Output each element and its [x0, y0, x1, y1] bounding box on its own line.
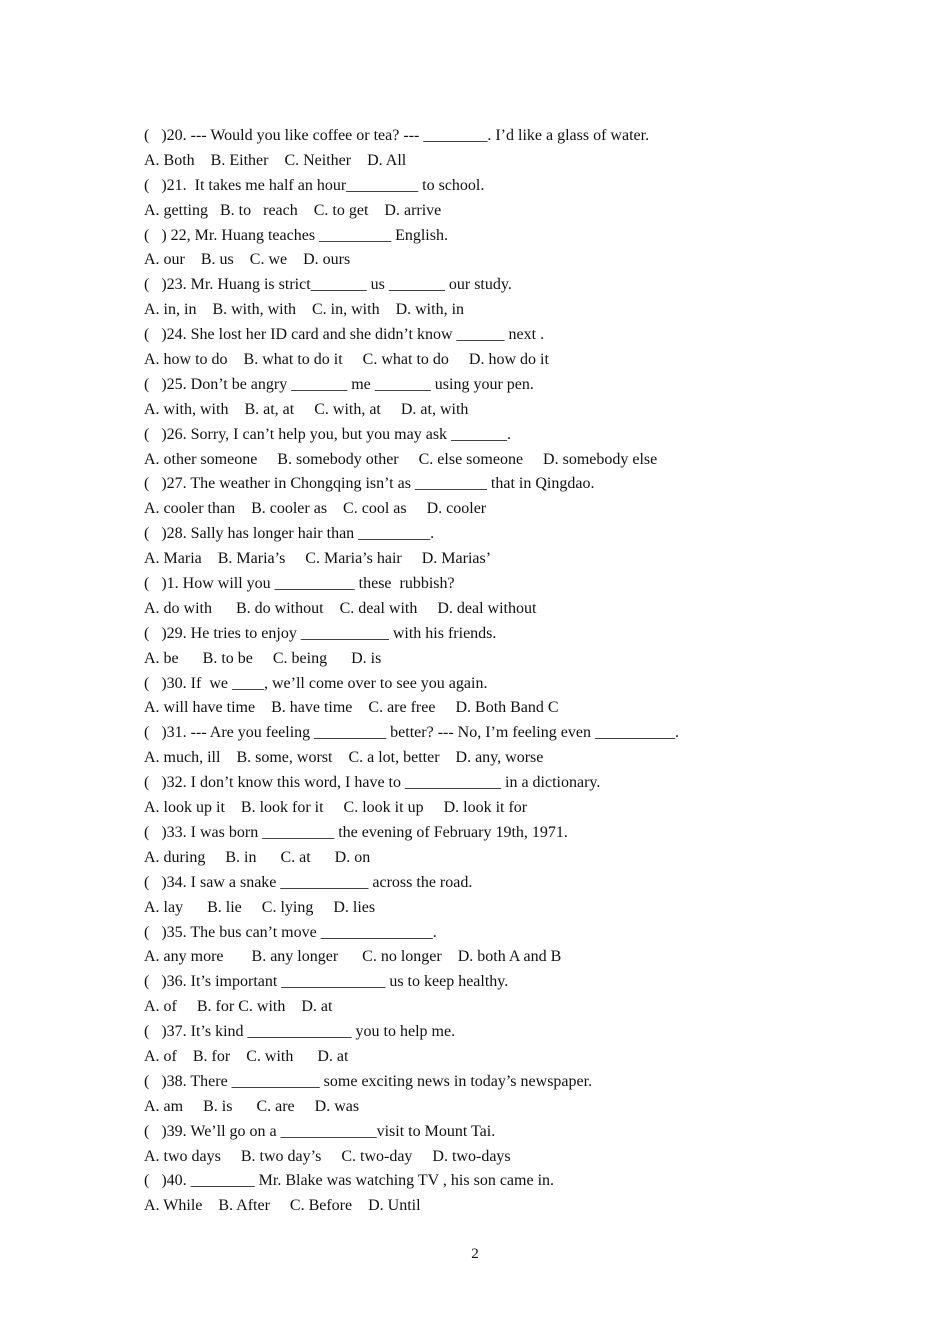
question-text: ( )21. It takes me half an hour_________ to school.: [144, 176, 485, 194]
question-text: ( ) 22, Mr. Huang teaches _________ English.: [144, 226, 448, 244]
question-text: ( )24. She lost her ID card and she didn’t know ______ next .: [144, 326, 545, 344]
question-text: ( )30. If we ____, we’ll come over to see you again.: [144, 674, 488, 692]
answer-options: A. of B. for C. with D. at: [144, 998, 333, 1016]
answer-options: A. am B. is C. are D. was: [144, 1097, 360, 1115]
page-number: 2: [471, 1246, 479, 1262]
question-text: ( )39. We’ll go on a ____________visit to Mount Tai.: [144, 1122, 496, 1140]
answer-options: A. any more B. any longer C. no longer D. both A and B: [144, 948, 562, 966]
question-text: ( )34. I saw a snake ___________ across the road.: [144, 873, 473, 891]
answer-options: A. will have time B. have time C. are free D. Both Band C: [144, 699, 559, 717]
answer-options: A. look up it B. look for it C. look it up D. look it for: [144, 799, 528, 817]
question-text: ( )28. Sally has longer hair than _________.: [144, 525, 435, 543]
question-text: ( )29. He tries to enjoy ___________ with his friends.: [144, 624, 497, 642]
question-text: ( )27. The weather in Chongqing isn’t as _________ that in Qingdao.: [144, 475, 595, 493]
question-text: ( )23. Mr. Huang is strict_______ us _______ our study.: [144, 276, 512, 294]
answer-options: A. our B. us C. we D. ours: [144, 251, 351, 269]
answer-options: A. of B. for C. with D. at: [144, 1047, 349, 1065]
question-text: ( )35. The bus can’t move ______________.: [144, 923, 437, 941]
question-text: ( )31. --- Are you feeling _________ better? --- No, I’m feeling even __________.: [144, 724, 679, 742]
answer-options: A. While B. After C. Before D. Until: [144, 1197, 421, 1215]
question-text: ( )37. It’s kind _____________ you to help me.: [144, 1023, 456, 1041]
answer-options: A. how to do B. what to do it C. what to do D. how do it: [144, 351, 549, 369]
answer-options: A. in, in B. with, with C. in, with D. with, in: [144, 301, 465, 319]
question-text: ( )25. Don’t be angry _______ me _______ using your pen.: [144, 375, 534, 393]
answer-options: A. Both B. Either C. Neither D. All: [144, 151, 407, 169]
answer-options: A. other someone B. somebody other C. else someone D. somebody else: [144, 450, 658, 468]
question-text: ( )26. Sorry, I can’t help you, but you may ask _______.: [144, 425, 512, 443]
question-text: ( )32. I don’t know this word, I have to ____________ in a dictionary.: [144, 774, 601, 792]
answer-options: A. Maria B. Maria’s C. Maria’s hair D. Marias’: [144, 550, 492, 568]
answer-options: A. with, with B. at, at C. with, at D. at, with: [144, 400, 469, 418]
answer-options: A. two days B. two day’s C. two-day D. two-days: [144, 1147, 511, 1165]
question-text: ( )20. --- Would you like coffee or tea? --- ________. I’d like a glass of water.: [144, 127, 650, 144]
answer-options: A. much, ill B. some, worst C. a lot, better D. any, worse: [144, 749, 544, 767]
answer-options: A. cooler than B. cooler as C. cool as D. cooler: [144, 500, 487, 518]
question-list: [144, 124, 844, 1219]
answer-options: A. lay B. lie C. lying D. lies: [144, 898, 376, 916]
answer-options: A. getting B. to reach C. to get D. arrive: [144, 201, 442, 219]
question-text: ( )36. It’s important _____________ us to keep healthy.: [144, 973, 509, 991]
question-text: ( )38. There ___________ some exciting news in today’s newspaper.: [144, 1072, 593, 1090]
question-text: ( )40. ________ Mr. Blake was watching TV , his son came in.: [144, 1172, 555, 1190]
question-text: ( )33. I was born _________ the evening of February 19th, 1971.: [144, 823, 568, 841]
answer-options: A. do with B. do without C. deal with D. deal without: [144, 599, 537, 617]
question-text: ( )1. How will you __________ these rubbish?: [144, 575, 455, 593]
answer-options: A. be B. to be C. being D. is: [144, 649, 382, 667]
answer-options: A. during B. in C. at D. on: [144, 848, 371, 866]
